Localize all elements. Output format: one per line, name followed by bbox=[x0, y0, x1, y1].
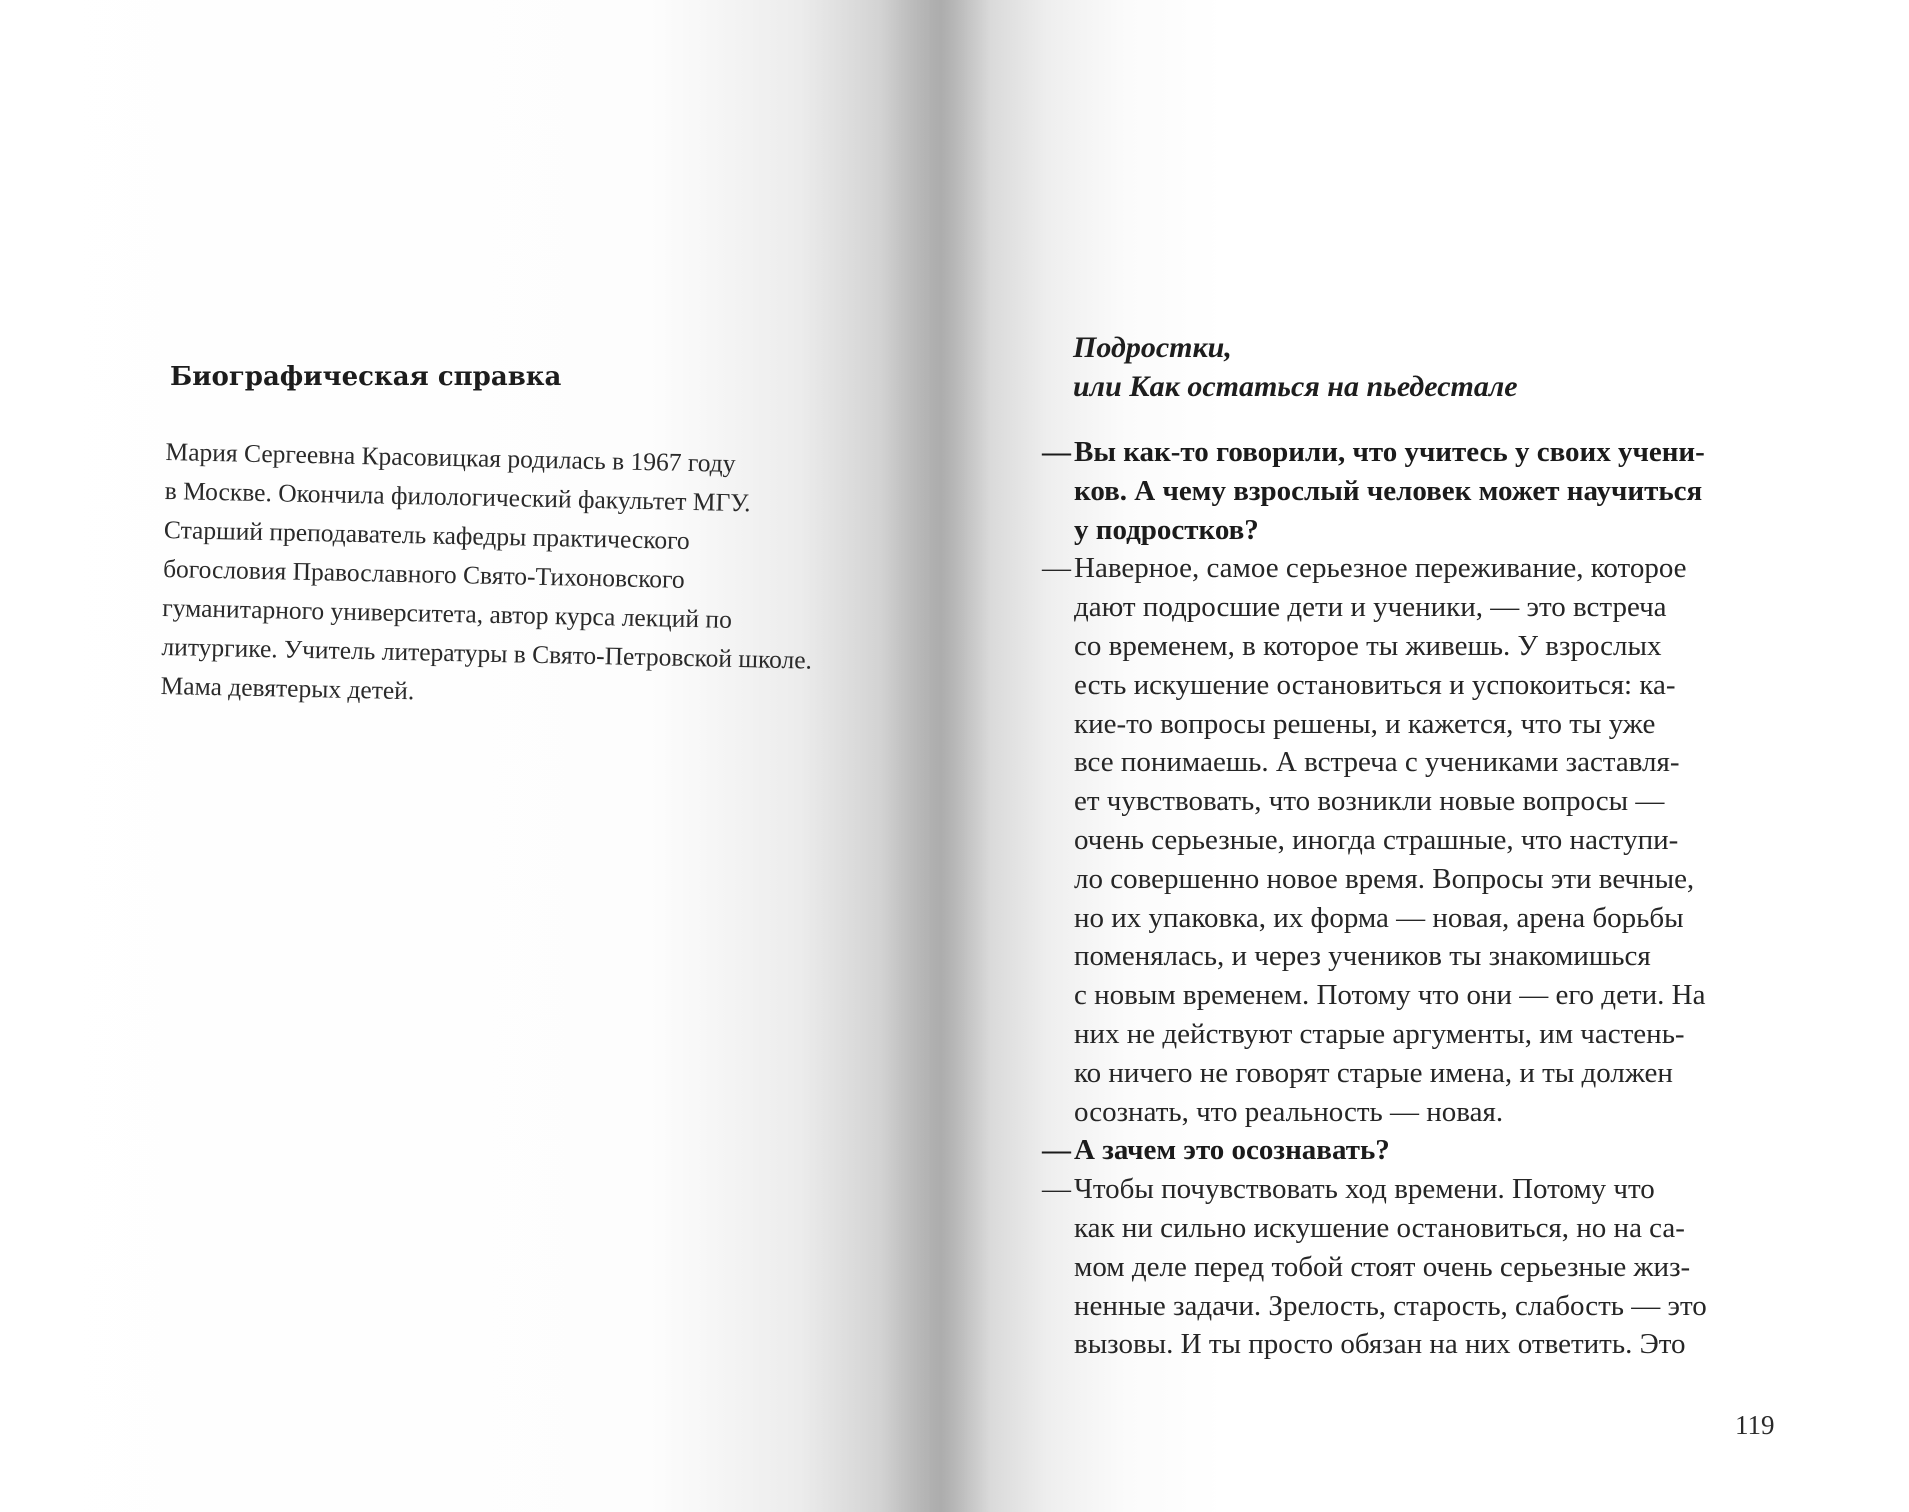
bio-line: гуманитарного университета, автор курса лекций по bbox=[162, 592, 733, 634]
interview-text bbox=[1042, 433, 1782, 1364]
dialog-line-text: все понимаешь. А встреча с учениками заставля- bbox=[1074, 746, 1680, 779]
dialog-line-text: Чтобы почувствовать ход времени. Потому что bbox=[1074, 1173, 1655, 1206]
dialog-dash: — bbox=[1042, 1134, 1071, 1167]
dialog-line-text: кие-то вопросы решены, и кажется, что ты уже bbox=[1074, 707, 1656, 740]
question-line bbox=[1042, 1131, 1782, 1170]
answer-line bbox=[1042, 588, 1782, 627]
answer-line bbox=[1042, 976, 1782, 1015]
bio-line: Старший преподаватель кафедры практического bbox=[163, 514, 691, 555]
bio-line: литургике. Учитель литературы в Свято-Петровской школе. bbox=[161, 631, 813, 675]
book-gutter-shadow bbox=[880, 0, 990, 1512]
question-line bbox=[1042, 511, 1782, 550]
answer-line bbox=[1042, 937, 1782, 976]
chapter-title-line-1: Подростки, bbox=[1073, 331, 1232, 364]
dialog-line-text: дают подросшие дети и ученики, — это встреча bbox=[1074, 591, 1667, 624]
dialog-line-text: но их упаковка, их форма — новая, арена борьбы bbox=[1074, 901, 1684, 934]
answer-line bbox=[1042, 743, 1782, 782]
dialog-line-text: них не действуют старые аргументы, им частень- bbox=[1074, 1017, 1685, 1050]
question-line bbox=[1042, 433, 1782, 472]
dialog-dash: — bbox=[1042, 1173, 1071, 1206]
dialog-line-text: ет чувствовать, что возникли новые вопросы — bbox=[1074, 785, 1665, 818]
dialog-line-text: со временем, в которое ты живешь. У взрослых bbox=[1074, 629, 1662, 662]
answer-line bbox=[1042, 1170, 1782, 1209]
chapter-title-line-2: или Как остаться на пьедестале bbox=[1073, 370, 1518, 403]
bio-line: Мама девятерых детей. bbox=[160, 670, 415, 706]
answer-line bbox=[1042, 1248, 1782, 1287]
answer-line bbox=[1042, 899, 1782, 938]
dialog-line-text: ло совершенно новое время. Вопросы эти вечные, bbox=[1074, 862, 1695, 895]
answer-line bbox=[1042, 1209, 1782, 1248]
left-page bbox=[0, 0, 930, 1512]
bio-heading: Биографическая справка bbox=[170, 362, 562, 392]
answer-line bbox=[1042, 1015, 1782, 1054]
bio-line: Мария Сергеевна Красовицкая родилась в 1967 году bbox=[165, 436, 736, 478]
dialog-line-text: Наверное, самое серьезное переживание, которое bbox=[1074, 552, 1687, 585]
answer-line bbox=[1042, 860, 1782, 899]
answer-line bbox=[1042, 666, 1782, 705]
bio-line: в Москве. Окончила филологический факультет МГУ. bbox=[164, 475, 751, 518]
dialog-line-text: ненные задачи. Зрелость, старость, слабость — это bbox=[1074, 1289, 1707, 1322]
dialog-line-text: мом деле перед тобой стоят очень серьезные жиз- bbox=[1074, 1250, 1691, 1283]
dialog-line-text: поменялась, и через учеников ты знакомишься bbox=[1074, 940, 1651, 973]
dialog-line-text: как ни сильно искушение остановиться, но на са- bbox=[1074, 1211, 1685, 1244]
answer-line bbox=[1042, 1287, 1782, 1326]
answer-line bbox=[1042, 821, 1782, 860]
dialog-line-text: ко ничего не говорят старые имена, и ты должен bbox=[1074, 1056, 1673, 1089]
question-line bbox=[1042, 472, 1782, 511]
bio-text bbox=[160, 432, 866, 720]
answer-line bbox=[1042, 1054, 1782, 1093]
dialog-line-text: с новым временем. Потому что они — его дети. На bbox=[1074, 979, 1706, 1012]
answer-line bbox=[1042, 705, 1782, 744]
answer-line bbox=[1042, 1325, 1782, 1364]
dialog-line-text: осознать, что реальность — новая. bbox=[1074, 1095, 1504, 1128]
dialog-line-text: Вы как-то говорили, что учитесь у своих учени- bbox=[1074, 436, 1705, 468]
dialog-dash: — bbox=[1042, 436, 1071, 468]
dialog-line-text: очень серьезные, иногда страшные, что наступи- bbox=[1074, 823, 1679, 856]
answer-line bbox=[1042, 549, 1782, 588]
answer-line bbox=[1042, 782, 1782, 821]
dialog-line-text: есть искушение остановиться и успокоиться: ка- bbox=[1074, 668, 1676, 701]
dialog-dash: — bbox=[1042, 552, 1071, 585]
answer-line bbox=[1042, 627, 1782, 666]
bio-line: богословия Православного Свято-Тихоновского bbox=[162, 553, 685, 594]
dialog-line-text: А зачем это осознавать? bbox=[1074, 1134, 1390, 1167]
page-number: 119 bbox=[1735, 1410, 1775, 1440]
answer-line bbox=[1042, 1093, 1782, 1132]
dialog-line-text: ков. А чему взрослый человек может научиться bbox=[1074, 474, 1703, 507]
dialog-line-text: у подростков? bbox=[1074, 513, 1259, 546]
chapter-title bbox=[1073, 328, 1518, 406]
dialog-line-text: вызовы. И ты просто обязан на них ответить. Это bbox=[1074, 1328, 1686, 1361]
